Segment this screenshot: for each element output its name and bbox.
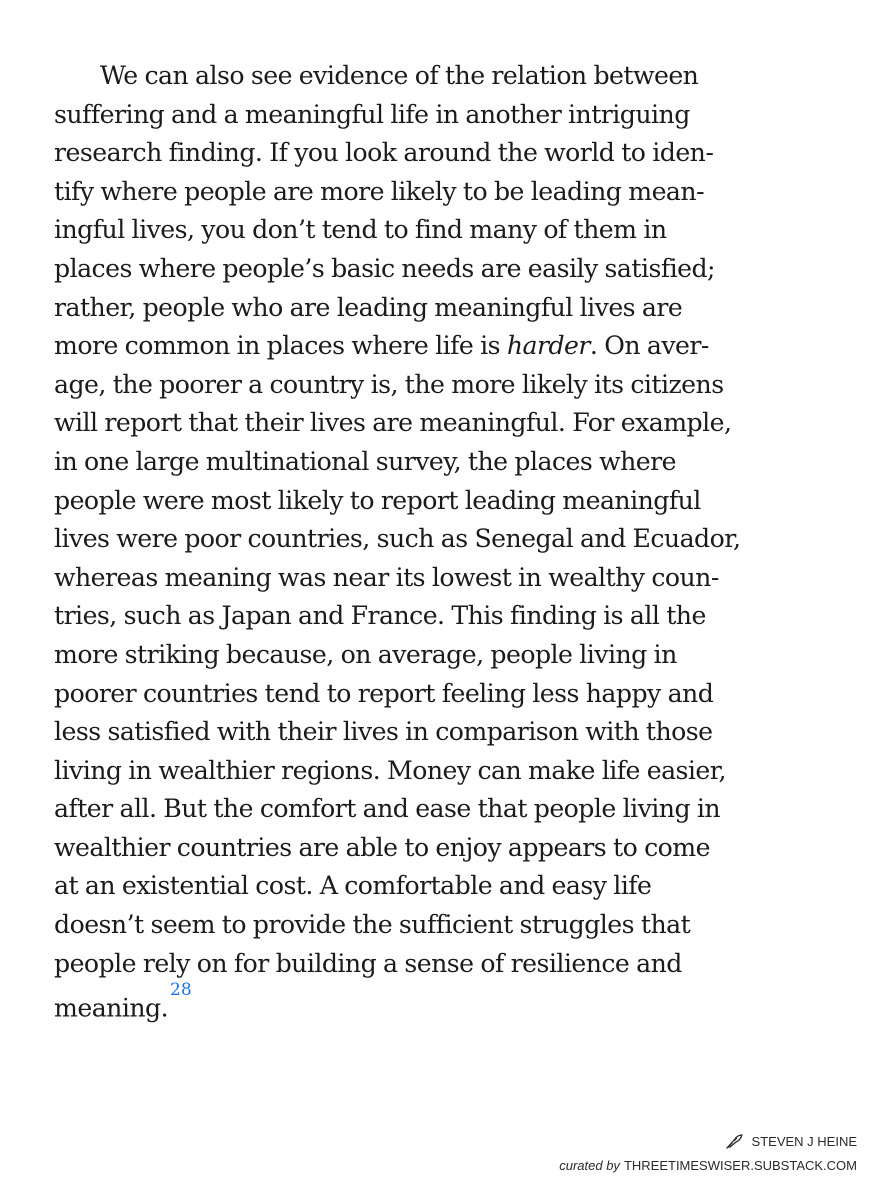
emphasized-word: harder: [506, 331, 590, 361]
line-text: more common in places where life is: [54, 331, 507, 361]
passage-line: rather, people who are leading meaningful lives are: [54, 292, 683, 322]
passage-line: We can also see evidence of the relation between: [100, 61, 699, 90]
passage-line: at an existential cost. A comfortable and easy life: [54, 871, 652, 901]
curator-site-link[interactable]: THREETIMESWISER.SUBSTACK.COM: [623, 1158, 857, 1173]
line-text: meaning.: [54, 993, 169, 1023]
passage-line: tify where people are more likely to be leading mean-: [54, 176, 705, 206]
passage-line: places where people’s basic needs are easily satisfied;: [54, 253, 715, 283]
curator-row: [559, 1155, 857, 1176]
quill-pen-icon: [726, 1133, 744, 1155]
passage-line: ingful lives, you don’t tend to find many of them in: [54, 215, 667, 245]
passage-line: less satisfied with their lives in comparison with those: [54, 717, 713, 747]
author-name: STEVEN J HEINE: [751, 1134, 857, 1149]
passage-line: lives were poor countries, such as Senegal and Ecuador,: [54, 524, 741, 554]
passage-line: people rely on for building a sense of resilience and: [54, 948, 682, 978]
passage-line: people were most likely to report leading meaningful: [54, 485, 701, 515]
passage-line: in one large multinational survey, the places where: [54, 446, 676, 476]
passage-line: suffering and a meaningful life in another intriguing: [54, 99, 690, 129]
passage-line: doesn’t seem to provide the sufficient struggles that: [54, 910, 691, 940]
footnote-reference[interactable]: 28: [170, 980, 192, 1001]
passage-line: research finding. If you look around the world to iden-: [54, 138, 714, 168]
passage-last-line: [54, 980, 834, 1023]
passage-line: living in wealthier regions. Money can make life easier,: [54, 755, 726, 785]
passage-line-emphasis: [54, 327, 834, 366]
attribution: [559, 1131, 857, 1176]
passage-line: poorer countries tend to report feeling less happy and: [54, 678, 714, 708]
quote-passage: [54, 57, 834, 1022]
curated-by-label: curated by: [559, 1158, 620, 1173]
passage-line: after all. But the comfort and ease that people living in: [54, 794, 721, 824]
author-row: [559, 1131, 857, 1155]
passage-line: tries, such as Japan and France. This finding is all the: [54, 601, 706, 631]
line-text: . On aver-: [589, 331, 709, 361]
passage-line: age, the poorer a country is, the more likely its citizens: [54, 369, 724, 399]
passage-line: wealthier countries are able to enjoy appears to come: [54, 832, 710, 862]
passage-line: will report that their lives are meaningful. For example,: [54, 408, 732, 438]
passage-line: whereas meaning was near its lowest in wealthy coun-: [54, 562, 719, 592]
passage-line: more striking because, on average, people living in: [54, 639, 677, 669]
